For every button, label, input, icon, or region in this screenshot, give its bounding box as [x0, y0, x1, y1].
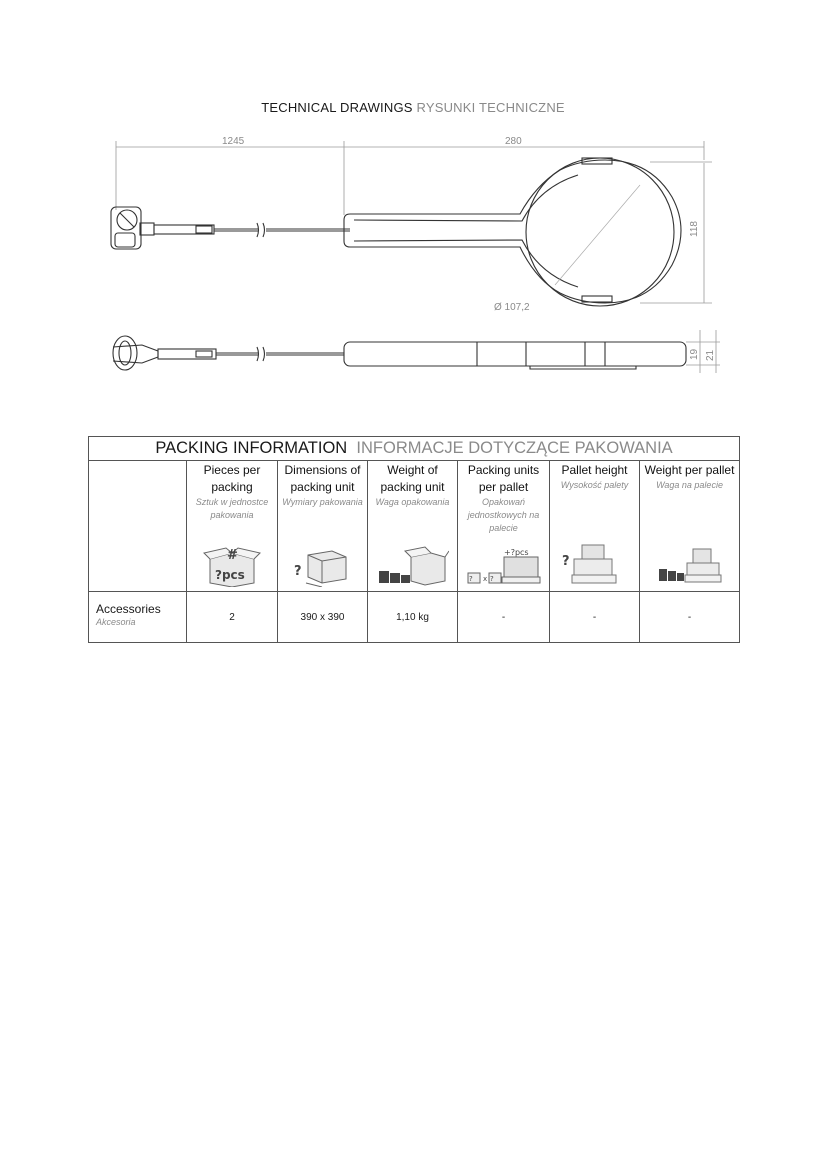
- dim-length-head: 280: [505, 136, 522, 147]
- dim-thickness-1: 19: [689, 348, 700, 360]
- dim-length-cable: 1245: [222, 136, 245, 147]
- cell-weight-packing: 1,10 kg: [368, 592, 458, 643]
- row-label-pl: Akcesoria: [96, 617, 136, 627]
- svg-text:?: ?: [468, 575, 473, 583]
- col-pieces-per-packing: [187, 461, 278, 592]
- col-label-en: Weight of packing unit: [380, 463, 445, 494]
- col-units-per-pallet: [458, 461, 550, 592]
- packing-title: [89, 437, 740, 461]
- col-label-pl: Waga na palecie: [656, 480, 723, 490]
- packing-title-pl: INFORMACJE DOTYCZĄCE PAKOWANIA: [356, 439, 673, 457]
- row-label-en: Accessories: [96, 602, 161, 616]
- svg-text:?: ?: [489, 575, 494, 583]
- col-label-en: Pieces per packing: [203, 463, 261, 494]
- col-dimensions: [278, 461, 368, 592]
- page-title-pl: RYSUNKI TECHNICZNE: [416, 100, 565, 115]
- page-title: [0, 100, 826, 115]
- side-view: [113, 336, 686, 370]
- svg-text:?: ?: [293, 564, 302, 579]
- col-label-pl: Wysokość palety: [560, 480, 629, 490]
- weights-box-icon: [377, 545, 449, 587]
- cell-pieces: 2: [187, 592, 278, 643]
- row-label: [89, 592, 187, 643]
- packing-table: [88, 436, 740, 643]
- pallet-units-icon: [464, 545, 544, 587]
- col-pallet-height: [550, 461, 640, 592]
- weights-pallet-icon: [657, 545, 723, 587]
- col-label-pl: Sztuk w jednostce pakowania: [195, 497, 269, 520]
- dim-height: 118: [689, 221, 700, 237]
- col-label-en: Dimensions of packing unit: [284, 463, 361, 494]
- svg-text:#: #: [227, 548, 238, 563]
- svg-text:?: ?: [561, 554, 570, 569]
- cell-weight-pallet: -: [640, 592, 740, 643]
- cell-units-per-pallet: -: [458, 592, 550, 643]
- empty-header-cell: [89, 461, 187, 592]
- dim-diameter: Ø 107,2: [494, 302, 530, 313]
- svg-text:+?pcs: +?pcs: [503, 548, 529, 557]
- col-label-en: Pallet height: [561, 463, 628, 477]
- svg-text:?pcs: ?pcs: [215, 568, 245, 582]
- box-dimensions-icon: [292, 545, 354, 587]
- col-label-pl: Wymiary pakowania: [282, 497, 363, 507]
- packing-title-en: PACKING INFORMATION: [155, 439, 348, 457]
- col-label-pl: Opakowań jednostkowych na palecie: [467, 497, 540, 533]
- svg-text:x: x: [482, 575, 487, 583]
- technical-drawing: [0, 125, 826, 380]
- col-label-pl: Waga opakowania: [375, 497, 450, 507]
- dim-thickness-2: 21: [705, 349, 716, 361]
- col-weight-pallet: [640, 461, 740, 592]
- col-weight-packing: [368, 461, 458, 592]
- col-label-en: Weight per pallet: [644, 463, 735, 477]
- col-label-en: Packing units per pallet: [467, 463, 540, 494]
- page-title-en: TECHNICAL DRAWINGS: [261, 100, 413, 115]
- table-row: [89, 592, 740, 643]
- cell-dimensions: 390 x 390: [278, 592, 368, 643]
- cell-pallet-height: -: [550, 592, 640, 643]
- top-view: [111, 158, 681, 306]
- box-pieces-icon: [202, 545, 262, 587]
- pallet-height-icon: [562, 541, 628, 587]
